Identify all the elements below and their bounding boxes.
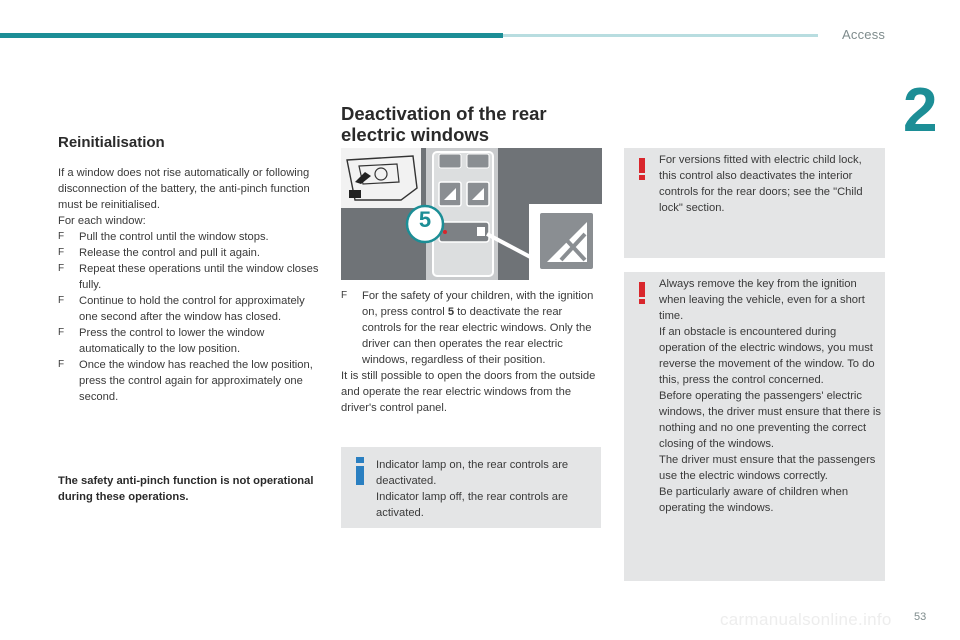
bullet-marker: F	[58, 295, 65, 306]
info-text: Indicator lamp on, the rear controls are deactivated. Indicator lamp off, the rear controls are activated.	[376, 459, 569, 519]
deactivation-bullets	[341, 288, 603, 368]
chapter-number: 2	[903, 76, 938, 145]
reinitialisation-for-each: For each window:	[58, 215, 146, 227]
warning-icon	[638, 282, 646, 304]
control-panel-drawing	[341, 148, 602, 280]
warning-box-safety	[624, 272, 885, 581]
callout-number: 5	[418, 207, 432, 232]
deactivation-body	[341, 288, 603, 416]
warning-box-child-lock	[624, 148, 885, 258]
bullet-marker: F	[58, 263, 65, 274]
list-item: F Once the window has reached the low position, press the control again for approximately one second.	[58, 359, 313, 403]
page-number: 53	[914, 611, 927, 623]
bullet-marker: F	[58, 359, 65, 370]
deactivation-title: Deactivation of the rear electric windows	[341, 103, 547, 145]
anti-pinch-warning: The safety anti-pinch function is not operational during these operations.	[58, 475, 314, 503]
header-accent-bar-light	[503, 34, 818, 37]
bullet-marker: F	[58, 327, 65, 338]
reinitialisation-steps	[58, 229, 323, 405]
bullet-marker: F	[341, 290, 348, 301]
reinitialisation-section	[58, 134, 323, 405]
list-item: F For the safety of your children, with the ignition on, press control 5 to deactivate the rear controls for the rear electric windows. Only the driver can then operates the rear electric windows, regardless of their position.	[341, 290, 594, 366]
bullet-marker: F	[58, 247, 65, 258]
list-item: F Repeat these operations until the window closes fully.	[58, 263, 319, 291]
bullet-marker: F	[58, 231, 65, 242]
info-box	[341, 447, 601, 528]
watermark: carmanualsonline.info	[720, 610, 892, 629]
reinitialisation-title: Reinitialisation	[58, 134, 165, 151]
rear-window-control-illustration	[341, 148, 602, 280]
deactivation-para: It is still possible to open the doors from the outside and operate the rear electric windows from the driver's control panel.	[341, 370, 596, 414]
reinitialisation-intro: If a window does not rise automatically or following disconnection of the battery, the anti-pinch function must be reinitialised.	[58, 167, 310, 211]
list-item: F Pull the control until the window stops.	[58, 231, 269, 243]
warning-text: Always remove the key from the ignition when leaving the vehicle, even for a short time. If an obstacle is encountered during operation of the electric windows, you must reverse the movement of the window. To do this, press the control concerned. Before operating the passengers' electric windows, the driver must ensure that there is nothing and no one preventing the correct closing of the windows. The driver must ensure that the passengers use the electric windows correctly. Be particularly aware of children when operating the windows.	[659, 278, 881, 514]
header-accent-bar	[0, 33, 503, 38]
warning-text: For versions fitted with electric child lock, this control also deactivates the interior controls for the rear doors; see the "Child lock" section.	[659, 154, 863, 214]
list-item: F Release the control and pull it again.	[58, 247, 260, 259]
warning-icon	[638, 158, 646, 180]
section-label: Access	[842, 27, 886, 42]
list-item: F Continue to hold the control for approximately one second after the window has closed.	[58, 295, 305, 323]
list-item: F Press the control to lower the window automatically to the low position.	[58, 327, 265, 355]
info-icon	[353, 457, 367, 485]
